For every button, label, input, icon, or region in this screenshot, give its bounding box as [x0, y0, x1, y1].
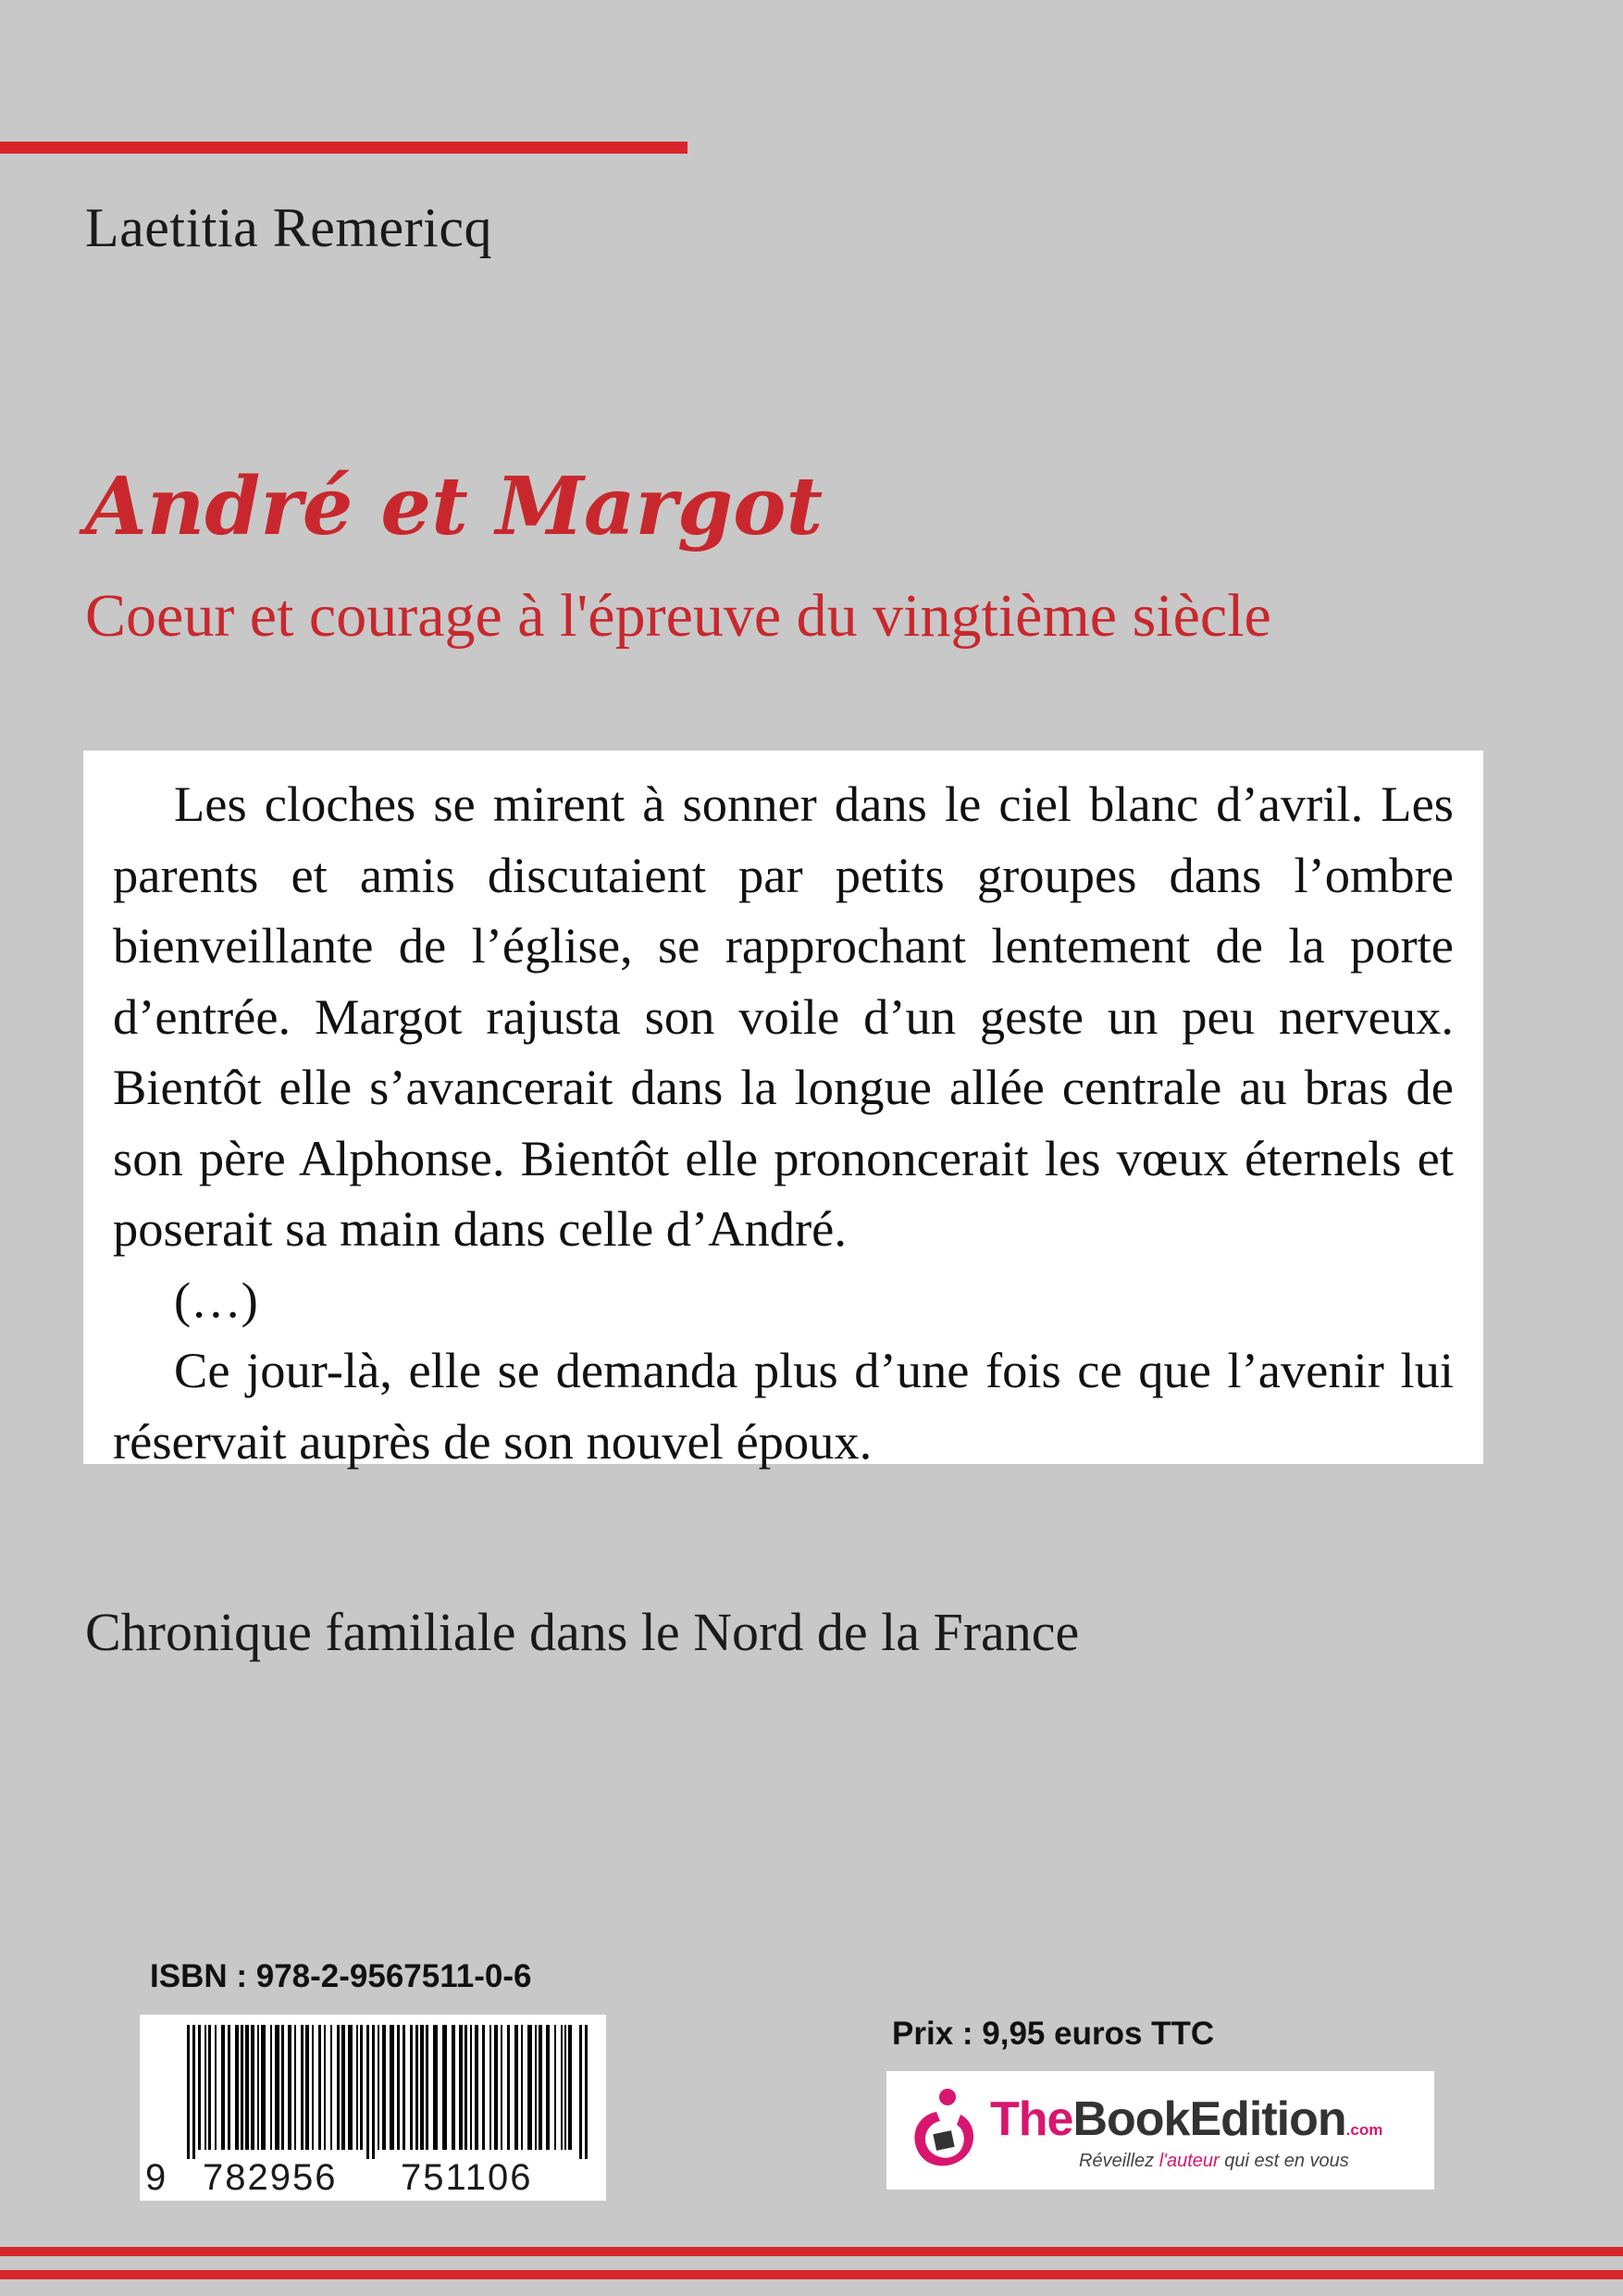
barcode	[140, 2015, 606, 2201]
publisher-tagline: Réveillez l'auteur qui est en vous	[1079, 2151, 1349, 2171]
barcode-bar	[426, 2025, 428, 2150]
barcode-bar	[465, 2025, 467, 2150]
barcode-digits-right: 751106	[401, 2157, 533, 2198]
author-name: Laetitia Remericq	[85, 197, 492, 258]
barcode-bar	[215, 2025, 217, 2150]
barcode-bar	[561, 2025, 563, 2150]
barcode-bar	[192, 2025, 195, 2159]
barcode-digits	[140, 2157, 606, 2198]
barcode-digit-first: 9	[145, 2157, 168, 2198]
barcode-bar	[235, 2025, 239, 2150]
barcode-bar	[330, 2025, 332, 2150]
barcode-bar	[288, 2025, 291, 2150]
book-subtitle: Coeur et courage à l'épreuve du vingtième siècle	[85, 582, 1271, 650]
barcode-bar	[585, 2025, 588, 2159]
barcode-bar	[382, 2025, 386, 2150]
barcode-bar	[208, 2025, 211, 2150]
barcode-bar	[539, 2025, 542, 2150]
barcode-bar	[312, 2025, 314, 2150]
barcode-bar	[204, 2025, 206, 2150]
barcode-bar	[324, 2025, 326, 2150]
barcode-bar	[535, 2025, 537, 2150]
barcode-bar	[579, 2025, 582, 2159]
barcode-bars	[150, 2025, 596, 2159]
excerpt-paragraph-2: Ce jour-là, elle se demanda plus d’une fois ce que l’avenir lui réservait auprès de son nouvel époux.	[113, 1342, 1454, 1470]
barcode-bar	[372, 2025, 375, 2159]
barcode-bar	[294, 2025, 296, 2150]
genre-tagline: Chronique familiale dans le Nord de la France	[85, 1602, 1080, 1662]
barcode-bar	[527, 2025, 532, 2150]
barcode-bar	[257, 2025, 259, 2150]
price-label: Prix : 9,95 euros TTC	[892, 2016, 1215, 2052]
excerpt-ellipsis: (…)	[174, 1271, 258, 1328]
barcode-bar	[521, 2025, 523, 2150]
barcode-bar	[410, 2025, 413, 2150]
barcode-bar	[198, 2025, 201, 2150]
barcode-bar	[433, 2025, 438, 2150]
book-title: André et Margot	[85, 460, 824, 553]
barcode-bar	[245, 2025, 249, 2150]
barcode-bar	[415, 2025, 418, 2150]
barcode-bar	[420, 2025, 424, 2150]
top-red-rule	[0, 142, 688, 154]
barcode-bar	[348, 2025, 353, 2150]
barcode-bar	[390, 2025, 394, 2150]
barcode-bar	[489, 2025, 491, 2150]
barcode-bar	[568, 2025, 572, 2150]
barcode-bar	[507, 2025, 510, 2150]
publisher-logo-box	[886, 2071, 1434, 2190]
bottom-red-rule-1	[0, 2247, 1623, 2256]
barcode-bar	[281, 2025, 284, 2150]
excerpt-paragraph-1: Les cloches se mirent à sonner dans le ciel blanc d’avril. Les parents et amis discutaient par petits groupes dans l’ombre bienveillante de l’église, se rapprochant lentement de la porte d’entrée. Margot rajusta son voile d’un geste un peu nerveux. Bientôt elle s’avancerait dans la longue allée centrale au bras de son père Alphonse. Bientôt elle prononcerait les vœux éternels et poserait sa main dans celle d’André.	[113, 776, 1454, 1257]
publisher-name: TheBookEdition.com	[990, 2092, 1383, 2146]
barcode-bar	[397, 2025, 400, 2150]
barcode-bar	[378, 2025, 379, 2150]
barcode-bar	[228, 2025, 230, 2150]
barcode-bar	[337, 2025, 340, 2150]
barcode-bar	[301, 2025, 304, 2150]
barcode-bar	[501, 2025, 502, 2150]
bottom-red-rule-2	[0, 2270, 1623, 2279]
barcode-bar	[459, 2025, 463, 2150]
barcode-bar	[360, 2025, 363, 2150]
barcode-digits-left: 782956	[203, 2157, 338, 2198]
barcode-bar	[251, 2025, 254, 2150]
barcode-bar	[554, 2025, 556, 2150]
isbn-label: ISBN : 978-2-9567511-0-6	[150, 1958, 532, 1994]
barcode-bar	[514, 2025, 518, 2150]
barcode-bar	[564, 2025, 566, 2150]
barcode-bar	[305, 2025, 309, 2150]
publisher-logo-icon	[899, 2084, 988, 2177]
barcode-bar	[318, 2025, 321, 2150]
barcode-bar	[221, 2025, 225, 2150]
barcode-bar	[546, 2025, 550, 2150]
barcode-bar	[241, 2025, 243, 2150]
barcode-bar	[452, 2025, 455, 2150]
excerpt-box	[83, 751, 1483, 1470]
barcode-bar	[270, 2025, 272, 2150]
barcode-bar	[442, 2025, 447, 2150]
barcode-bar	[366, 2025, 369, 2159]
barcode-bar	[475, 2025, 478, 2150]
barcode-bar	[275, 2025, 279, 2150]
barcode-bar	[341, 2025, 345, 2150]
barcode-bar	[482, 2025, 485, 2150]
barcode-bar	[187, 2025, 190, 2159]
barcode-bar	[403, 2025, 405, 2150]
barcode-bar	[261, 2025, 266, 2150]
barcode-bar	[470, 2025, 472, 2150]
barcode-bar	[356, 2025, 358, 2150]
barcode-bar	[494, 2025, 498, 2150]
